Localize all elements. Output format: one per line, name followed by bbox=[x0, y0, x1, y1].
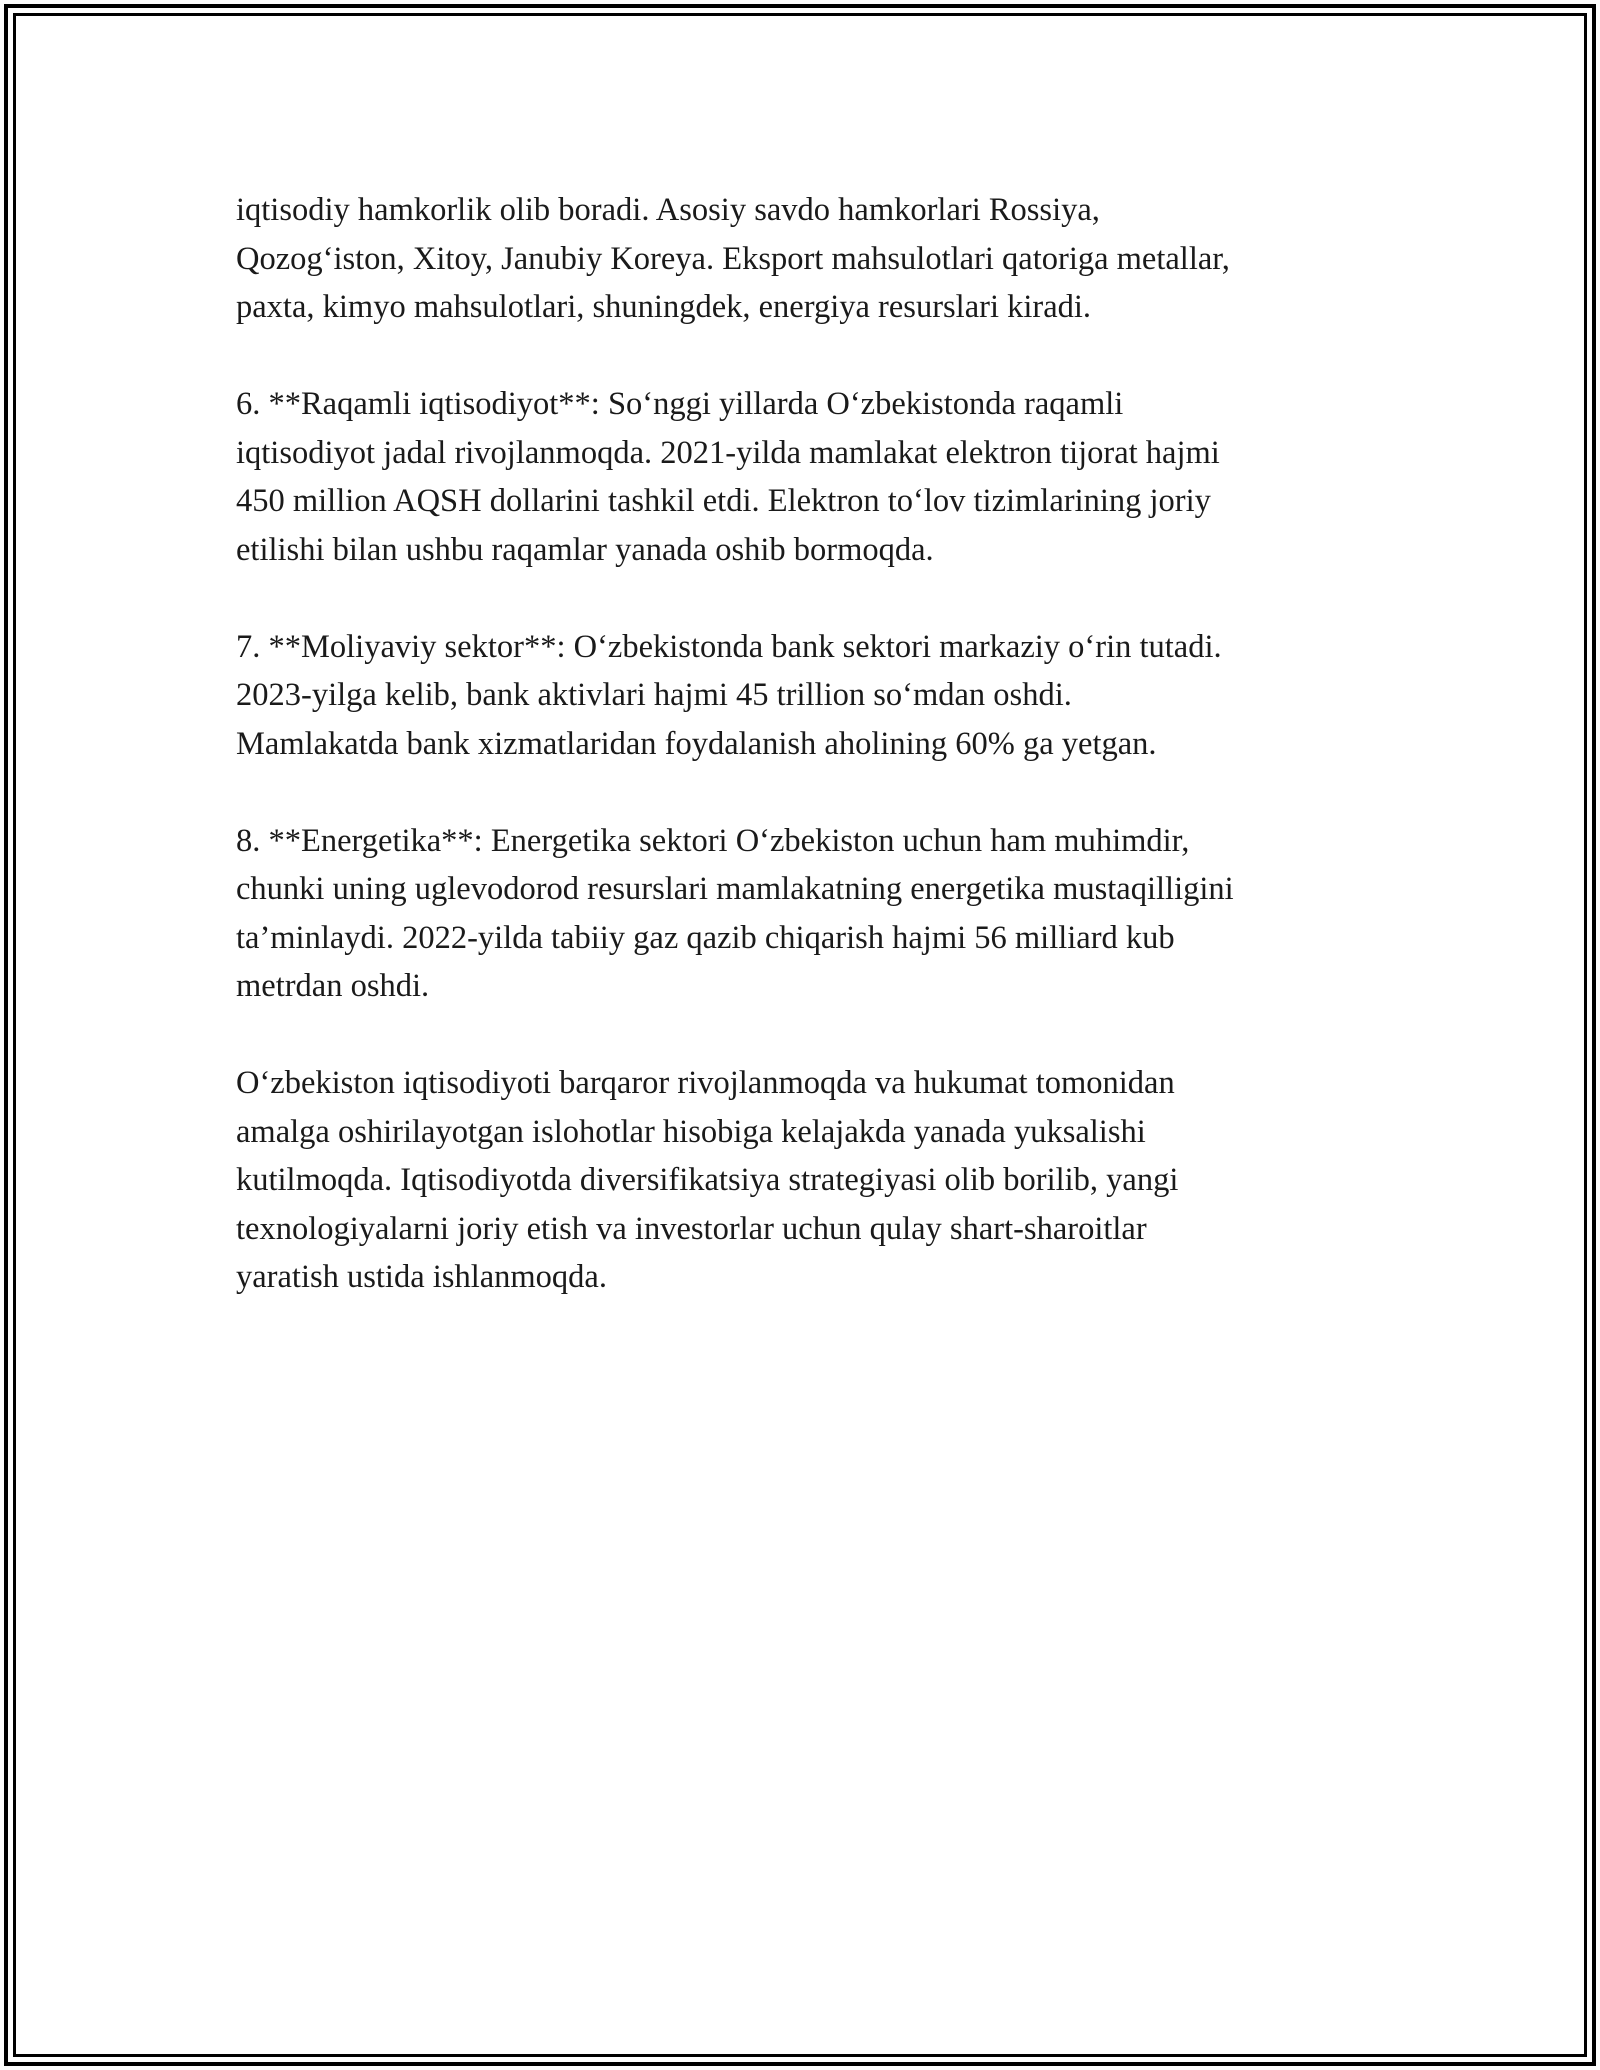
paragraph-conclusion: O‘zbekiston iqtisodiyoti barqaror rivojlanmoqda va hukumat tomonidan amalga oshirilayotgan islohotlar hisobiga kelajakda yanada yuksalishi kutilmoqda. Iqtisodiyotda diversifikatsiya strategiyasi olib borilib, yangi texnologiyalarni joriy etish va investorlar uchun qulay shart-sharoitlar yaratish ustida ishlanmoqda. bbox=[236, 1065, 1179, 1295]
document-body bbox=[236, 186, 1376, 1350]
paragraph-trade-partners: iqtisodiy hamkorlik olib boradi. Asosiy savdo hamkorlari Rossiya, Qozog‘iston, Xitoy, Janubiy Koreya. Eksport mahsulotlari qatoriga metallar, paxta, kimyo mahsulotlari, shuningdek, energiya resurslari kiradi. bbox=[236, 192, 1230, 325]
paragraph-digital-economy: 6. **Raqamli iqtisodiyot**: So‘nggi yillarda O‘zbekistonda raqamli iqtisodiyot jadal rivojlanmoqda. 2021-yilda mamlakat elektron tijorat hajmi 450 million AQSH dollarini tashkil etdi. Elektron to‘lov tizimlarining joriy etilishi bilan ushbu raqamlar yanada oshib bormoqda. bbox=[236, 386, 1220, 568]
paragraph-financial-sector: 7. **Moliyaviy sektor**: O‘zbekistonda bank sektori markaziy o‘rin tutadi. 2023-yilga kelib, bank aktivlari hajmi 45 trillion so‘mdan oshdi. Mamlakatda bank xizmatlaridan foydalanish aholining 60% ga yetgan. bbox=[236, 628, 1222, 762]
paragraph-energy: 8. **Energetika**: Energetika sektori O‘zbekiston uchun ham muhimdir, chunki uning uglevodorod resurslari mamlakatning energetika mustaqilligini ta’minlaydi. 2022-yilda tabiiy gaz qazib chiqarish hajmi 56 milliard kub metrdan oshdi. bbox=[236, 822, 1234, 1004]
